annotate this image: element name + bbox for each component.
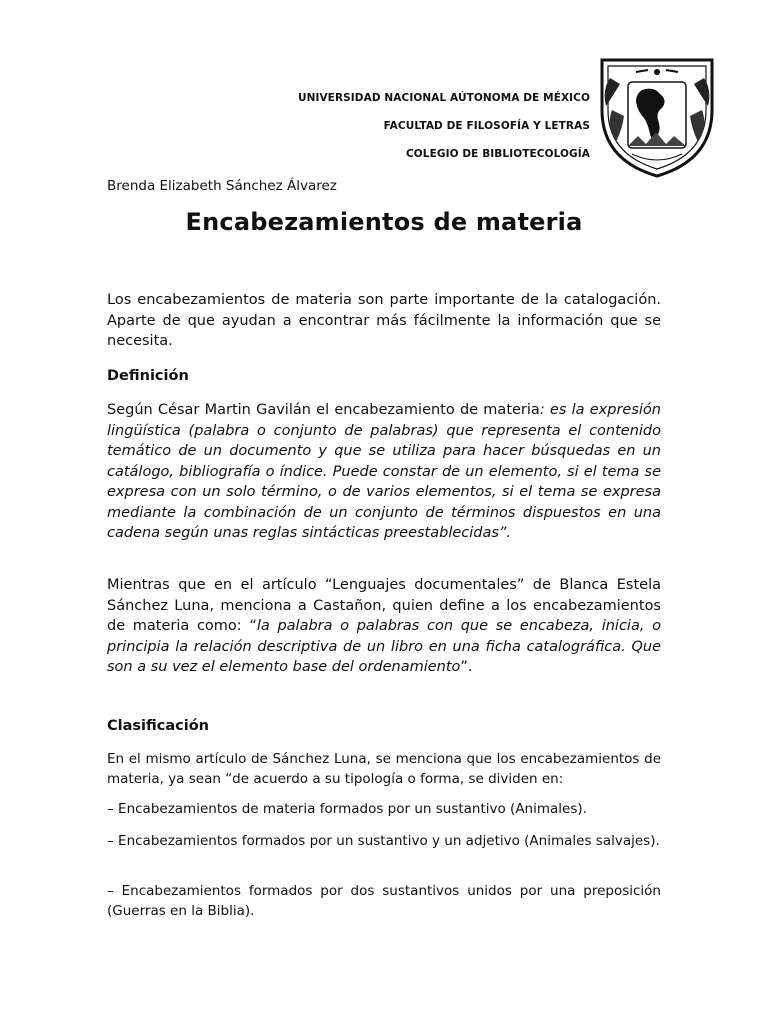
definicion-paragraph-1: Según César Martin Gavilán el encabezamiento de materia: es la expresión lingüística (palabra o conjunto de palabras) que representa el contenido temático de un documento y que se utiliza para hacer búsquedas en un catálogo, bibliografía o índice. Puede constar de un elemento, si el tema se expresa con un solo término, o de varios elementos, si el tema se expresa mediante la combinación de un conjunto de términos dispuestos en una cadena según unas reglas sintácticas preestablecidas”. [107, 402, 661, 541]
document-title: Encabezamientos de materia [185, 208, 583, 236]
clasificacion-heading: Clasificación [107, 718, 209, 734]
definicion-paragraph-2: Mientras que en el artículo “Lenguajes documentales” de Blanca Estela Sánchez Luna, menciona a Castañon, quien define a los encabezamientos de materia como: “la palabra o palabras con que se encabeza, inicia, o principia la relación descriptiva de un libro en una ficha catalográfica. Que son a su vez el elemento base del ordenamiento”. [107, 577, 661, 675]
unam-seal-logo [598, 50, 716, 180]
college-name: COLEGIO DE BIBLIOTECOLOGÍA [405, 148, 590, 160]
faculty-name: FACULTAD DE FILOSOFÍA Y LETRAS [383, 120, 590, 132]
definicion-heading: Definición [107, 368, 189, 384]
clasificacion-intro: En el mismo artículo de Sánchez Luna, se menciona que los encabezamientos de materia, ya sean “de acuerdo a su tipología o forma, se dividen en: [107, 751, 661, 787]
clasificacion-item-1: – Encabezamientos de materia formados por un sustantivo (Animales). [107, 801, 587, 817]
university-name: UNIVERSIDAD NACIONAL AÚTONOMA DE MÉXICO [297, 92, 590, 104]
author-name: Brenda Elizabeth Sánchez Álvarez [107, 178, 337, 194]
intro-paragraph: Los encabezamientos de materia son parte importante de la catalogación. Aparte de que ayudan a encontrar más fácilmente la información que se necesita. [107, 292, 661, 349]
clasificacion-item-2: – Encabezamientos formados por un sustantivo y un adjetivo (Animales salvajes). [107, 833, 660, 849]
clasificacion-item-3: – Encabezamientos formados por dos sustantivos unidos por una preposición (Guerras en la Biblia). [107, 883, 661, 919]
